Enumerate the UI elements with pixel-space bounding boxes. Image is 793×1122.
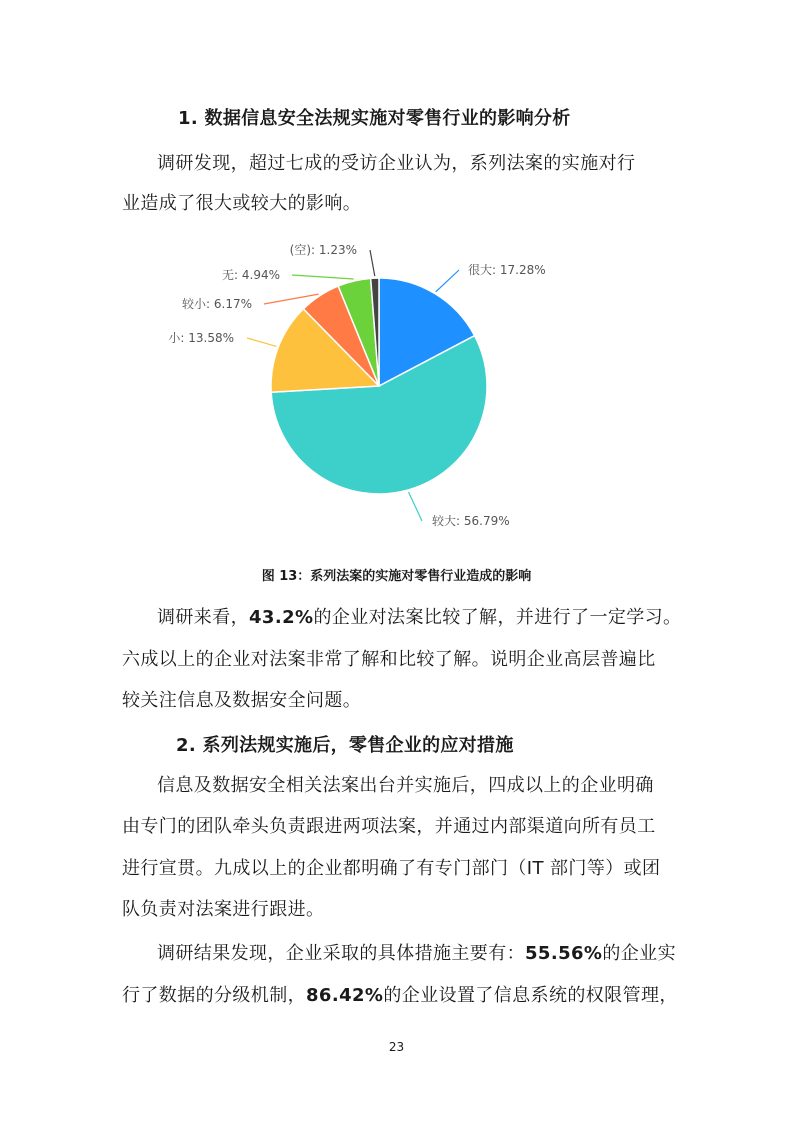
pie-label-0: 很大: 17.28% [468,263,546,277]
para4-text-d: 行了数据的分级机制， [122,985,306,1006]
pie-leader-2 [247,338,276,346]
para4-text-a: 调研结果发现，企业采取的具体措施主要有： [157,943,525,964]
pie-leader-5 [370,250,375,276]
para4-percent-1: 55.56% [525,943,603,964]
pie-leader-4 [292,275,354,279]
section2-line1: 信息及数据安全相关法案出台并实施后，四成以上的企业明确 [157,775,654,796]
para4-text-c: 的企业实 [602,943,676,964]
section1-line2: 业造成了很大或较大的影响。 [122,193,362,214]
para2-line2: 六成以上的企业对法案非常了解和比较了解。说明企业高层普遍比 [122,649,656,670]
pie-leader-1 [409,492,423,521]
section1-line1: 调研发现，超过七成的受访企业认为，系列法案的实施对行 [157,153,636,174]
section2-heading: 2. 系列法规实施后，零售企业的应对措施 [176,735,514,756]
para2-line3: 较关注信息及数据安全问题。 [122,690,362,711]
para4-percent-2: 86.42% [306,985,384,1006]
pie-label-5: (空): 1.23% [289,243,357,257]
para2-percent: 43.2% [249,607,314,628]
pie-label-4: 无: 4.94% [222,268,280,282]
section2-line4: 队负责对法案进行跟进。 [122,899,325,920]
para4-line2 [122,981,678,1007]
para2-line1 [157,603,681,629]
para4-text-f: 的企业设置了信息系统的权限管理， [383,985,678,1006]
pie-leader-0 [436,270,459,292]
pie-label-1: 较大: 56.79% [432,514,510,528]
pie-label-2: 小: 13.58% [168,331,234,345]
para2-text-a: 调研来看， [157,607,249,628]
page-number: 23 [388,1040,405,1054]
section1-heading: 1. 数据信息安全法规实施对零售行业的影响分析 [178,108,571,129]
para2-text-c: 的企业对法案比较了解，并进行了一定学习。 [313,607,682,628]
figure-caption: 图 13：系列法案的实施对零售行业造成的影响 [261,569,532,584]
para4-line1 [157,939,676,965]
section2-line2: 由专门的团队牵头负责跟进两项法案，并通过内部渠道向所有员工 [122,816,656,837]
section2-line3: 进行宣贯。九成以上的企业都明确了有专门部门（IT 部门等）或团 [122,858,661,879]
impact-pie-chart [0,230,793,550]
pie-label-3: 较小: 6.17% [182,297,252,311]
